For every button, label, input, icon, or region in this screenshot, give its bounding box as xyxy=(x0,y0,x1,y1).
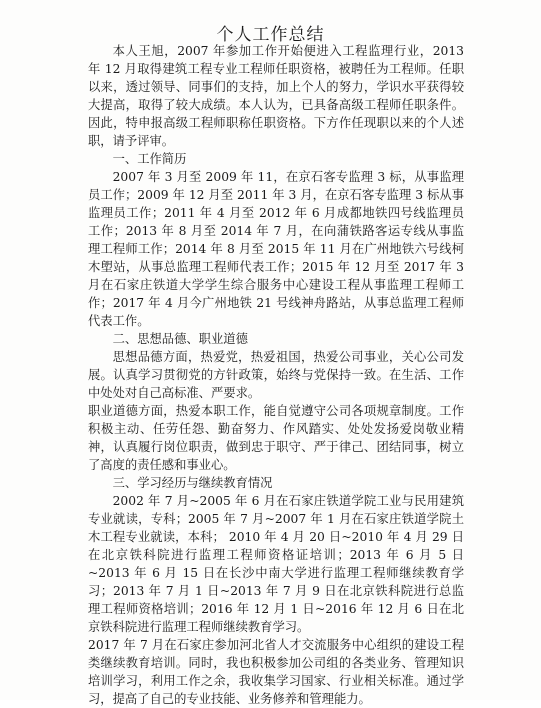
ethics-paragraph-character: 思想品德方面，热爱党，热爱祖国，热爱公司事业，关心公司发展。认真学习贯彻党的方针政策，始终与党保持一致。在生活、工作中处处对自己高标准、严要求。 xyxy=(88,350,464,400)
section-heading-work-history: 一、工作简历 xyxy=(112,152,187,166)
document-title: 个人工作总结 xyxy=(216,25,325,45)
education-paragraph: 2002 年 7 月~2005 年 6 月在石家庄铁道学院工业与民用建筑专业就读，专科；2005 年 7 月~2007 年 1 月在石家庄铁道学院土木工程专业就读，本科； 2010 年 4 月 20 日~2010 年 4 月 29 日在北京铁科院进行监理工程师资格证培训；2013 年 6 月 5 日~2013 年 6 月 15 日在长沙中南大学进行监理工程师继续教育学习；2013 年 7 月 1 日~2013 年 7 月 9 日在北京铁科院进行总监理工程师资格培训；2016 年 12 月 1 日~2016 年 12 月 6 日在北京铁科院进行监理工程师继续教育学习。 xyxy=(88,494,464,634)
work-history-paragraph: 2007 年 3 月至 2009 年 11，在京石客专监理 3 标，从事监理员工作；2009 年 12 月至 2011 年 3 月，在京石客专监理 3 标从事监理员工作；2011 年 4 月至 2012 年 6 月成都地铁四号线监理员工作；2013 年 8 月至 2014 年 7 月，在向蒲铁路客运专线从事监理工程师工作；2014 年 8 月至 2015 年 11 月在广州地铁六号线柯木塱站，从事总监理工程师代表工作；2015 年 12 月至 2017 年 3 月在石家庄铁道大学学生综合服务中心建设工程从事监理工程师工作；2017 年 4 月今广州地铁 21 号线神舟路站，从事总监理工程师代表工作。 xyxy=(88,170,464,328)
intro-paragraph: 本人王旭，2007 年参加工作开始便进入工程监理行业，2013 年 12 月取得建筑工程专业工程师任职资格，被聘任为工程师。任职以来，透过领导、同事们的支持，加上个人的努力，学识水平获得较大提高，取得了较大成绩。本人认为，已具备高级工程师任职条件。因此，特申报高级工程师职称任职资格。下方作任现职以来的个人述职，请予评审。 xyxy=(88,44,464,148)
section-heading-education: 三、学习经历与继续教育情况 xyxy=(112,476,273,490)
continuing-education-paragraph: 2017 年 7 月在石家庄参加河北省人才交流服务中心组织的建设工程类继续教育培训。同时，我也积极参加公司组的各类业务、管理知识培训学习，利用工作之余，我收集学习国家、行业相关标准。通过学习，提高了自己的专业技能、业务修养和管理能力。 xyxy=(88,638,464,706)
ethics-paragraph-professional: 职业道德方面，热爱本职工作，能自觉遵守公司各项规章制度。工作积极主动、任劳任怨、勤奋努力、作风踏实、处处发扬爱岗敬业精神，认真履行岗位职责，做到忠于职守、严于律己、团结同事，树立了高度的责任感和事业心。 xyxy=(88,404,464,472)
section-heading-ethics: 二、思想品德、职业道德 xyxy=(112,332,248,346)
document-body xyxy=(88,42,464,708)
